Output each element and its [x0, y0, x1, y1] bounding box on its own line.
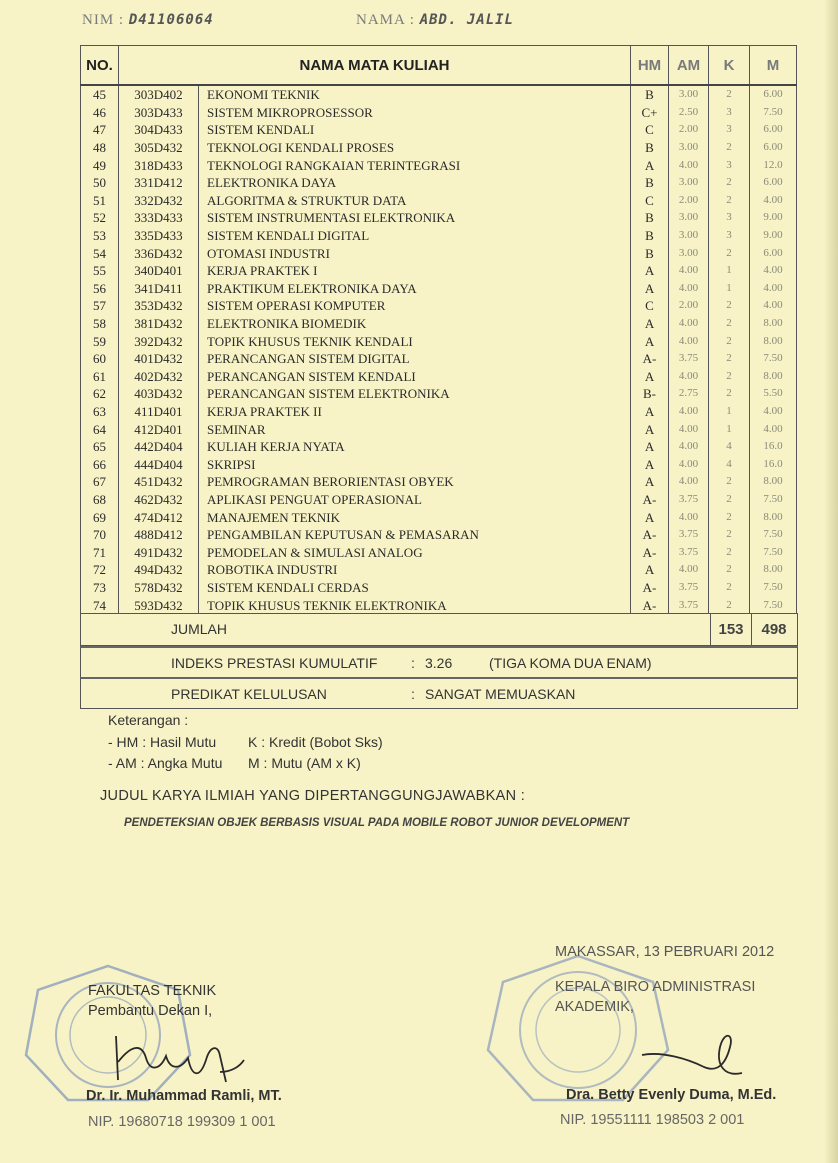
course-code: 331D412 — [119, 174, 199, 192]
col-header-m: M — [750, 46, 797, 86]
course-name: EKONOMI TEKNIK — [199, 85, 631, 104]
predikat-row — [80, 677, 798, 709]
course-code: 340D401 — [119, 262, 199, 280]
table-row — [81, 368, 797, 386]
ipk-words: (TIGA KOMA DUA ENAM) — [489, 655, 652, 671]
jumlah-m-value: 498 — [761, 621, 787, 638]
grade-hm: A — [631, 420, 669, 438]
credit-k: 2 — [709, 526, 750, 544]
row-no: 48 — [81, 139, 119, 157]
course-name: PEMROGRAMAN BERORIENTASI OBYEK — [199, 473, 631, 491]
course-name: SISTEM KENDALI — [199, 121, 631, 139]
course-name: SISTEM KENDALI DIGITAL — [199, 227, 631, 245]
course-code: 488D412 — [119, 526, 199, 544]
course-name: SISTEM OPERASI KOMPUTER — [199, 297, 631, 315]
grade-hm: A- — [631, 491, 669, 509]
credit-k: 1 — [709, 262, 750, 280]
col-header-nama: NAMA MATA KULIAH — [119, 46, 631, 86]
col-header-k: K — [709, 46, 750, 86]
table-row — [81, 244, 797, 262]
course-name: SEMINAR — [199, 420, 631, 438]
course-code: 332D432 — [119, 192, 199, 210]
keterangan-hm: - HM : Hasil Mutu — [108, 734, 217, 750]
course-code: 578D432 — [119, 579, 199, 597]
grade-am: 4.00 — [669, 368, 709, 386]
credit-k: 2 — [709, 297, 750, 315]
mutu-m: 4.00 — [750, 403, 797, 421]
table-row — [81, 192, 797, 210]
table-row — [81, 526, 797, 544]
course-code: 402D432 — [119, 368, 199, 386]
mutu-m: 6.00 — [750, 85, 797, 104]
table-row — [81, 473, 797, 491]
place-date: MAKASSAR, 13 PEBRUARI 2012 — [555, 944, 775, 960]
grade-hm: A- — [631, 596, 669, 614]
course-name: PERANCANGAN SISTEM ELEKTRONIKA — [199, 385, 631, 403]
left-signer-name: Dr. Ir. Muhammad Ramli, MT. — [86, 1088, 282, 1104]
course-code: 318D433 — [119, 156, 199, 174]
grade-am: 3.00 — [669, 227, 709, 245]
row-no: 64 — [81, 420, 119, 438]
grade-hm: B — [631, 244, 669, 262]
grade-hm: B — [631, 85, 669, 104]
grade-hm: A — [631, 262, 669, 280]
left-signer-line2: Pembantu Dekan I, — [88, 1003, 213, 1019]
course-code: 305D432 — [119, 139, 199, 157]
table-row — [81, 543, 797, 561]
credit-k: 3 — [709, 209, 750, 227]
nama-line — [356, 12, 514, 29]
mutu-m: 8.00 — [750, 508, 797, 526]
mutu-m: 4.00 — [750, 297, 797, 315]
grade-hm: C+ — [631, 104, 669, 122]
course-code: 341D411 — [119, 280, 199, 298]
grade-am: 2.00 — [669, 121, 709, 139]
mutu-m: 7.50 — [750, 350, 797, 368]
paper-edge-shadow — [824, 0, 838, 1163]
nama-label: NAMA : — [356, 12, 415, 28]
grade-am: 3.00 — [669, 174, 709, 192]
judul-title: PENDETEKSIAN OBJEK BERBASIS VISUAL PADA MOBILE ROBOT JUNIOR DEVELOPMENT — [124, 817, 630, 829]
grade-am: 3.75 — [669, 543, 709, 561]
grade-hm: C — [631, 192, 669, 210]
table-header-row — [81, 46, 797, 86]
row-no: 51 — [81, 192, 119, 210]
row-no: 46 — [81, 104, 119, 122]
table-row — [81, 280, 797, 298]
course-name: PRAKTIKUM ELEKTRONIKA DAYA — [199, 280, 631, 298]
table-row — [81, 455, 797, 473]
table-row — [81, 139, 797, 157]
grade-hm: A- — [631, 579, 669, 597]
grade-am: 2.75 — [669, 385, 709, 403]
course-name: MANAJEMEN TEKNIK — [199, 508, 631, 526]
grade-am: 4.00 — [669, 403, 709, 421]
grade-am: 3.75 — [669, 491, 709, 509]
course-code: 401D432 — [119, 350, 199, 368]
credit-k: 3 — [709, 227, 750, 245]
credit-k: 2 — [709, 192, 750, 210]
row-no: 60 — [81, 350, 119, 368]
table-row — [81, 508, 797, 526]
mutu-m: 16.0 — [750, 455, 797, 473]
course-code: 474D412 — [119, 508, 199, 526]
row-no: 68 — [81, 491, 119, 509]
course-code: 392D432 — [119, 332, 199, 350]
row-no: 57 — [81, 297, 119, 315]
course-code: 491D432 — [119, 543, 199, 561]
credit-k: 4 — [709, 438, 750, 456]
course-code: 336D432 — [119, 244, 199, 262]
grade-hm: A- — [631, 350, 669, 368]
row-no: 74 — [81, 596, 119, 614]
grade-hm: B — [631, 209, 669, 227]
mutu-m: 6.00 — [750, 244, 797, 262]
course-name: OTOMASI INDUSTRI — [199, 244, 631, 262]
mutu-m: 7.50 — [750, 491, 797, 509]
course-code: 303D402 — [119, 85, 199, 104]
grade-am: 4.00 — [669, 280, 709, 298]
right-signer-line1: KEPALA BIRO ADMINISTRASI — [555, 979, 756, 995]
left-handwritten-signature — [108, 1022, 248, 1092]
credit-k: 2 — [709, 350, 750, 368]
row-no: 70 — [81, 526, 119, 544]
table-row — [81, 403, 797, 421]
grade-hm: A — [631, 508, 669, 526]
course-code: 304D433 — [119, 121, 199, 139]
predikat-colon: : — [411, 686, 415, 702]
grade-am: 3.00 — [669, 209, 709, 227]
course-name: ROBOTIKA INDUSTRI — [199, 561, 631, 579]
course-name: ALGORITMA & STRUKTUR DATA — [199, 192, 631, 210]
grade-am: 4.00 — [669, 420, 709, 438]
table-row — [81, 420, 797, 438]
course-code: 303D433 — [119, 104, 199, 122]
nim-label: NIM : — [82, 12, 125, 28]
nama-value: ABD. JALIL — [419, 12, 514, 28]
grade-am: 3.75 — [669, 350, 709, 368]
course-name: PERANCANGAN SISTEM DIGITAL — [199, 350, 631, 368]
grade-hm: C — [631, 297, 669, 315]
course-code: 442D404 — [119, 438, 199, 456]
grade-am: 3.75 — [669, 579, 709, 597]
course-name: ELEKTRONIKA BIOMEDIK — [199, 315, 631, 333]
course-name: TOPIK KHUSUS TEKNIK KENDALI — [199, 332, 631, 350]
grade-table — [80, 45, 797, 614]
table-row — [81, 104, 797, 122]
course-code: 335D433 — [119, 227, 199, 245]
course-name: PENGAMBILAN KEPUTUSAN & PEMASARAN — [199, 526, 631, 544]
credit-k: 2 — [709, 543, 750, 561]
grade-am: 4.00 — [669, 156, 709, 174]
grade-hm: B — [631, 174, 669, 192]
credit-k: 3 — [709, 156, 750, 174]
table-row — [81, 579, 797, 597]
mutu-m: 8.00 — [750, 332, 797, 350]
course-name: TEKNOLOGI KENDALI PROSES — [199, 139, 631, 157]
credit-k: 4 — [709, 455, 750, 473]
right-handwritten-signature — [638, 1025, 748, 1085]
grade-hm: A- — [631, 526, 669, 544]
table-row — [81, 491, 797, 509]
jumlah-label: JUMLAH — [171, 621, 228, 637]
course-name: KULIAH KERJA NYATA — [199, 438, 631, 456]
credit-k: 2 — [709, 596, 750, 614]
grade-hm: B — [631, 139, 669, 157]
row-no: 45 — [81, 85, 119, 104]
grade-hm: A- — [631, 543, 669, 561]
table-row — [81, 227, 797, 245]
course-name: SISTEM MIKROPROSESSOR — [199, 104, 631, 122]
left-signer-nip: NIP. 19680718 199309 1 001 — [88, 1114, 276, 1130]
grade-hm: B — [631, 227, 669, 245]
row-no: 52 — [81, 209, 119, 227]
credit-k: 1 — [709, 420, 750, 438]
row-no: 66 — [81, 455, 119, 473]
mutu-m: 4.00 — [750, 280, 797, 298]
course-name: TOPIK KHUSUS TEKNIK ELEKTRONIKA — [199, 596, 631, 614]
row-no: 49 — [81, 156, 119, 174]
course-name: PEMODELAN & SIMULASI ANALOG — [199, 543, 631, 561]
row-no: 71 — [81, 543, 119, 561]
course-code: 412D401 — [119, 420, 199, 438]
credit-k: 2 — [709, 491, 750, 509]
mutu-m: 16.0 — [750, 438, 797, 456]
credit-k: 1 — [709, 280, 750, 298]
ipk-label: INDEKS PRESTASI KUMULATIF — [171, 655, 378, 671]
mutu-m: 4.00 — [750, 262, 797, 280]
mutu-m: 8.00 — [750, 368, 797, 386]
keterangan-am: - AM : Angka Mutu — [108, 755, 223, 771]
grade-am: 3.00 — [669, 139, 709, 157]
credit-k: 2 — [709, 368, 750, 386]
grade-am: 2.00 — [669, 192, 709, 210]
row-no: 53 — [81, 227, 119, 245]
course-code: 333D433 — [119, 209, 199, 227]
row-no: 63 — [81, 403, 119, 421]
predikat-label: PREDIKAT KELULUSAN — [171, 686, 327, 702]
keterangan-m: M : Mutu (AM x K) — [248, 755, 361, 771]
grade-hm: B- — [631, 385, 669, 403]
table-row — [81, 174, 797, 192]
grade-am: 4.00 — [669, 561, 709, 579]
course-code: 593D432 — [119, 596, 199, 614]
grade-am: 2.00 — [669, 297, 709, 315]
row-no: 61 — [81, 368, 119, 386]
row-no: 72 — [81, 561, 119, 579]
course-code: 411D401 — [119, 403, 199, 421]
course-name: PERANCANGAN SISTEM KENDALI — [199, 368, 631, 386]
table-row — [81, 209, 797, 227]
credit-k: 1 — [709, 403, 750, 421]
course-code: 494D432 — [119, 561, 199, 579]
grade-hm: A — [631, 473, 669, 491]
col-header-am: AM — [669, 46, 709, 86]
right-signer-name: Dra. Betty Evenly Duma, M.Ed. — [566, 1087, 777, 1103]
row-no: 56 — [81, 280, 119, 298]
course-name: SISTEM INSTRUMENTASI ELEKTRONIKA — [199, 209, 631, 227]
mutu-m: 7.50 — [750, 526, 797, 544]
credit-k: 2 — [709, 508, 750, 526]
table-row — [81, 262, 797, 280]
predikat-value: SANGAT MEMUASKAN — [425, 686, 576, 702]
row-no: 69 — [81, 508, 119, 526]
course-name: SKRIPSI — [199, 455, 631, 473]
table-row — [81, 85, 797, 104]
table-row — [81, 315, 797, 333]
row-no: 54 — [81, 244, 119, 262]
table-row — [81, 596, 797, 614]
course-name: APLIKASI PENGUAT OPERASIONAL — [199, 491, 631, 509]
grade-table-body — [81, 85, 797, 614]
grade-hm: A — [631, 403, 669, 421]
mutu-m: 9.00 — [750, 227, 797, 245]
mutu-m: 12.0 — [750, 156, 797, 174]
row-no: 58 — [81, 315, 119, 333]
credit-k: 2 — [709, 174, 750, 192]
row-no: 65 — [81, 438, 119, 456]
table-row — [81, 438, 797, 456]
row-no: 47 — [81, 121, 119, 139]
judul-heading: JUDUL KARYA ILMIAH YANG DIPERTANGGUNGJAWABKAN : — [100, 788, 526, 804]
mutu-m: 6.00 — [750, 174, 797, 192]
credit-k: 2 — [709, 385, 750, 403]
grade-hm: A — [631, 368, 669, 386]
grade-am: 3.00 — [669, 85, 709, 104]
col-header-hm: HM — [631, 46, 669, 86]
row-no: 50 — [81, 174, 119, 192]
course-name: KERJA PRAKTEK I — [199, 262, 631, 280]
grade-hm: A — [631, 332, 669, 350]
grade-am: 4.00 — [669, 315, 709, 333]
mutu-m: 9.00 — [750, 209, 797, 227]
left-signer-line1: FAKULTAS TEKNIK — [88, 983, 217, 999]
ipk-row — [80, 646, 798, 678]
credit-k: 2 — [709, 579, 750, 597]
course-name: ELEKTRONIKA DAYA — [199, 174, 631, 192]
nim-line — [82, 12, 214, 29]
course-code: 462D432 — [119, 491, 199, 509]
grade-am: 2.50 — [669, 104, 709, 122]
table-row — [81, 332, 797, 350]
credit-k: 2 — [709, 315, 750, 333]
table-row — [81, 385, 797, 403]
course-code: 451D432 — [119, 473, 199, 491]
row-no: 67 — [81, 473, 119, 491]
mutu-m: 7.50 — [750, 543, 797, 561]
grade-am: 3.00 — [669, 244, 709, 262]
table-row — [81, 297, 797, 315]
mutu-m: 8.00 — [750, 561, 797, 579]
course-code: 444D404 — [119, 455, 199, 473]
credit-k: 2 — [709, 244, 750, 262]
grade-am: 4.00 — [669, 508, 709, 526]
credit-k: 2 — [709, 332, 750, 350]
row-no: 55 — [81, 262, 119, 280]
grade-hm: A — [631, 280, 669, 298]
credit-k: 2 — [709, 85, 750, 104]
row-no: 59 — [81, 332, 119, 350]
mutu-m: 8.00 — [750, 315, 797, 333]
jumlah-k-value: 153 — [710, 614, 752, 645]
grade-hm: A — [631, 455, 669, 473]
grade-am: 3.75 — [669, 526, 709, 544]
grade-am: 4.00 — [669, 262, 709, 280]
course-name: KERJA PRAKTEK II — [199, 403, 631, 421]
mutu-m: 7.50 — [750, 596, 797, 614]
nim-value: D41106064 — [128, 12, 214, 28]
grade-am: 4.00 — [669, 332, 709, 350]
table-row — [81, 156, 797, 174]
course-name: TEKNOLOGI RANGKAIAN TERINTEGRASI — [199, 156, 631, 174]
ipk-value: 3.26 — [425, 655, 453, 671]
grade-am: 4.00 — [669, 455, 709, 473]
course-name: SISTEM KENDALI CERDAS — [199, 579, 631, 597]
course-code: 381D432 — [119, 315, 199, 333]
ipk-colon: : — [411, 655, 415, 671]
grade-hm: C — [631, 121, 669, 139]
right-signer-line2: AKADEMIK, — [555, 999, 634, 1015]
grade-am: 4.00 — [669, 438, 709, 456]
mutu-m: 6.00 — [750, 139, 797, 157]
credit-k: 2 — [709, 473, 750, 491]
grade-hm: A — [631, 315, 669, 333]
mutu-m: 4.00 — [750, 192, 797, 210]
credit-k: 3 — [709, 121, 750, 139]
col-header-no: NO. — [81, 46, 119, 86]
mutu-m: 7.50 — [750, 104, 797, 122]
right-signer-nip: NIP. 19551111 198503 2 001 — [560, 1112, 745, 1128]
mutu-m: 8.00 — [750, 473, 797, 491]
grade-am: 4.00 — [669, 473, 709, 491]
keterangan-k: K : Kredit (Bobot Sks) — [248, 734, 383, 750]
mutu-m: 6.00 — [750, 121, 797, 139]
jumlah-row — [80, 613, 798, 646]
grade-hm: A — [631, 438, 669, 456]
table-row — [81, 350, 797, 368]
row-no: 73 — [81, 579, 119, 597]
credit-k: 2 — [709, 139, 750, 157]
mutu-m: 5.50 — [750, 385, 797, 403]
row-no: 62 — [81, 385, 119, 403]
table-row — [81, 561, 797, 579]
credit-k: 3 — [709, 104, 750, 122]
mutu-m: 7.50 — [750, 579, 797, 597]
credit-k: 2 — [709, 561, 750, 579]
grade-am: 3.75 — [669, 596, 709, 614]
grade-hm: A — [631, 156, 669, 174]
table-row — [81, 121, 797, 139]
course-code: 403D432 — [119, 385, 199, 403]
course-code: 353D432 — [119, 297, 199, 315]
keterangan-title: Keterangan : — [108, 712, 189, 728]
grade-hm: A — [631, 561, 669, 579]
mutu-m: 4.00 — [750, 420, 797, 438]
